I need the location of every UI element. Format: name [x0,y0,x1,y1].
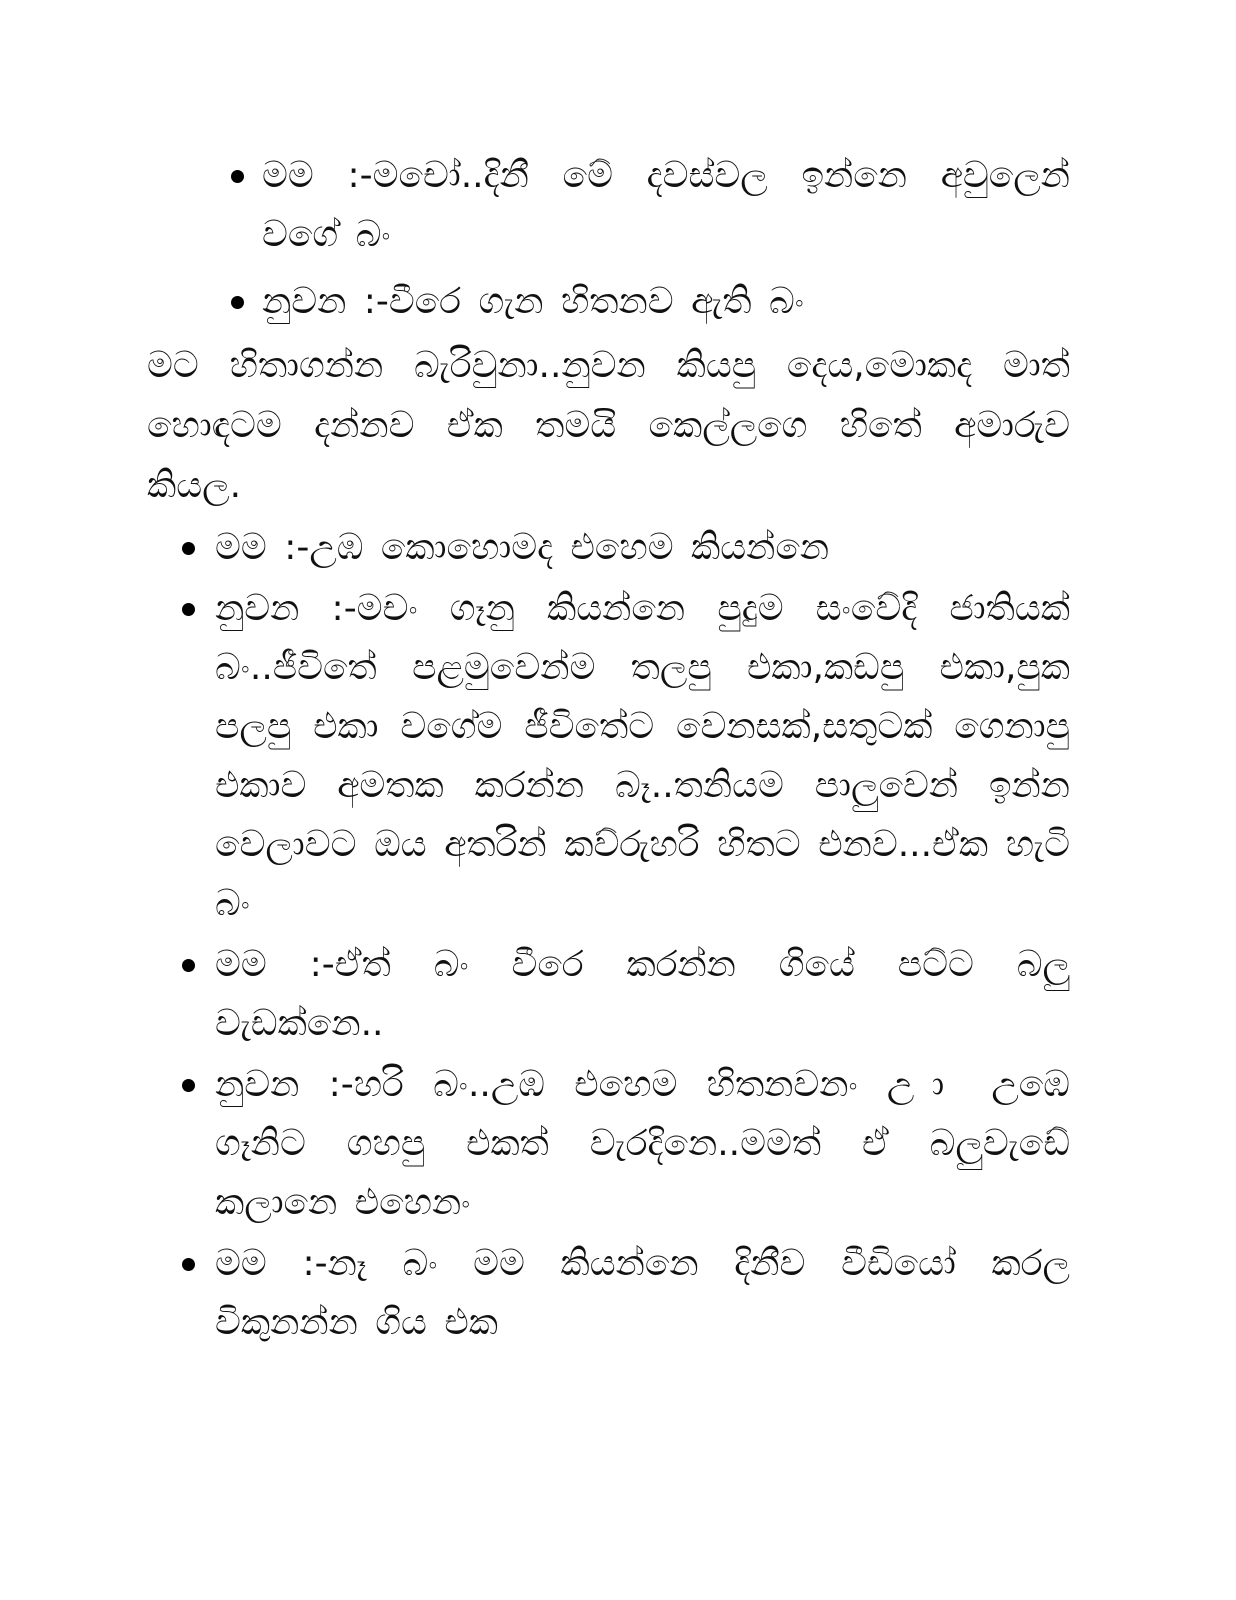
bullet-icon [182,542,195,555]
narration-paragraph: මට හිතාගන්න බැරිවුනා..නුවන කියපු දෙය,මොකද මාත් හොඳටම දන්නව ඒක තමයි කෙල්ලගෙ හිතේ අමාරුව කියල. [147,345,1070,506]
bullet-icon [182,959,195,972]
bullet-icon [182,603,195,616]
dialogue-list-top [262,146,1070,339]
list-item [262,272,1070,331]
list-item [215,935,1070,1053]
list-item-text: නුවන :-මචං ගෑනු කියන්නෙ පුදුම සංවේදි ජාතියක් බං..ජීවිතේ පළමුවෙන්ම තලපු එකා,කඩපු එකා,පුක පලපු එකා වගේම ජීවිතේට වෙනසක්,සතුටක් ගෙනාපු එකාව අමතක කරන්න බෑ..තනියම පාලුවෙන් ඉන්න වෙලාවට ඔය අතරින් කව්රුහරි හිතට එනව...ඒක හැටි බං [215,588,1070,924]
list-item-text: මම :-මචෝ..දිනී මේ දවස්වල ඉන්නෙ අවුලෙන් වගේ බං [262,155,1070,255]
list-item-text: නුවන :-හරි බං..උඹ එහෙම හිතනවනං උ ා උඹෙ ගෑනිට ගහපු එකත් වැරදිනෙ..මමත් ඒ බලුවැඩේ කලානෙ එහෙනං [215,1064,1070,1223]
list-item [215,518,1070,577]
bullet-icon [231,296,244,309]
bullet-icon [231,170,244,183]
list-item-text: මම :-උඹ කොහොමද එහෙම කියන්නෙ [215,527,830,568]
bullet-icon [182,1258,195,1271]
list-item-text: මම :-නෑ බං මම කියන්නෙ දිනීව වීඩියෝ කරල විකුනන්න ගිය එක [215,1243,1070,1343]
list-item [215,1234,1070,1352]
list-item-text: නුවන :-වීරෙ ගැන හිතනව ඇති බං [262,281,804,322]
list-item [215,579,1070,933]
bullet-icon [182,1079,195,1092]
list-item [262,146,1070,264]
list-item [215,1055,1070,1232]
dialogue-list-bottom [215,518,1070,1354]
list-item-text: මම :-ඒත් බං වීරෙ කරන්න ගියේ පට්ට බලු වැඩක්නෙ.. [215,944,1070,1044]
